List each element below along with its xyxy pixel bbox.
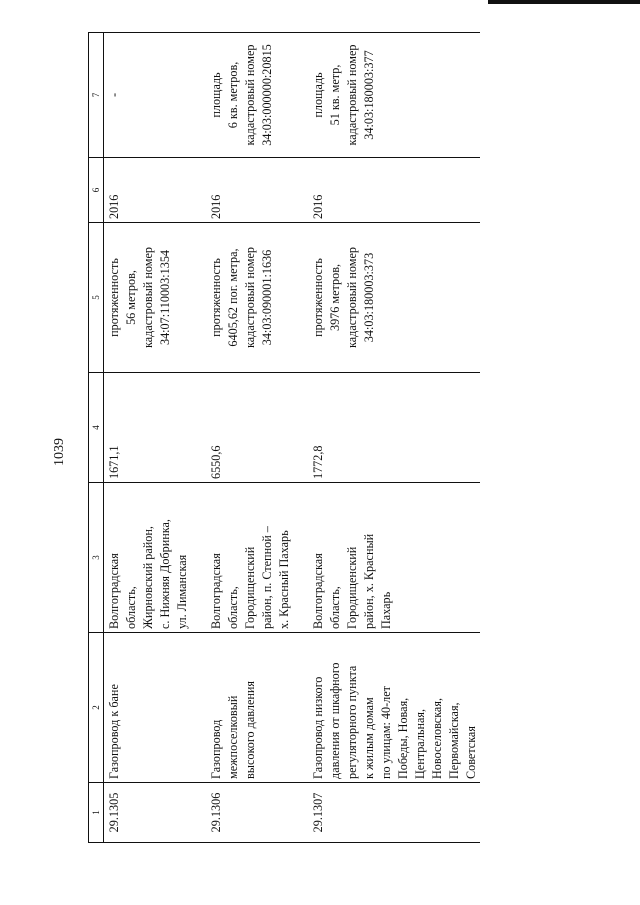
address-line: Пахарь — [379, 591, 393, 629]
header-row — [89, 33, 104, 843]
registry-table — [88, 32, 480, 843]
address-line: район, п. Степной – — [260, 526, 274, 629]
header-col-6: 6 — [89, 158, 104, 223]
characteristics-cell — [104, 223, 207, 373]
land-cell — [104, 33, 207, 158]
land-line: - — [107, 92, 121, 98]
address-line: область, — [328, 586, 342, 629]
object-name-cell — [104, 633, 207, 783]
characteristics-line: протяженность — [107, 258, 121, 337]
characteristics-cell — [206, 223, 308, 373]
address-line: х. Красный Пахарь — [277, 530, 291, 629]
value-cell: 1772,8 — [308, 373, 480, 483]
header-col-2: 2 — [89, 633, 104, 783]
address-line: Жирновский район, — [141, 526, 155, 629]
header-col-5: 5 — [89, 223, 104, 373]
land-line: 6 кв. метров, — [226, 61, 240, 129]
object-name-line: Победы, Новая, — [396, 697, 410, 779]
characteristics-line: кадастровый номер — [243, 247, 257, 348]
address-line: Волгоградская — [107, 553, 121, 629]
address-line: область, — [124, 586, 138, 629]
address-line: область, — [226, 586, 240, 629]
object-name-line: Советская — [464, 726, 478, 779]
characteristics-line: кадастровый номер — [141, 247, 155, 348]
year-cell: 2016 — [206, 158, 308, 223]
address-cell — [104, 483, 207, 633]
land-line: площадь — [209, 72, 223, 118]
scan-edge-mark — [488, 0, 640, 4]
header-col-3: 3 — [89, 483, 104, 633]
header-col-4: 4 — [89, 373, 104, 483]
row-id: 29.1305 — [104, 783, 207, 843]
address-line: район, х. Красный — [362, 533, 376, 629]
object-name-line: Новоселовская, — [430, 698, 444, 779]
characteristics-line: 34:03:090001:1636 — [260, 249, 274, 346]
object-name-line: давления от шкафного — [328, 662, 342, 779]
characteristics-line: 6405,62 пог. метра, — [226, 248, 240, 347]
address-line: Волгоградская — [311, 553, 325, 629]
object-name-cell — [308, 633, 480, 783]
land-line: 34:03:000000:20815 — [260, 44, 274, 146]
object-name-line: Газопровод низкого — [311, 676, 325, 779]
characteristics-line: 34:03:180003:373 — [362, 252, 376, 343]
address-line: Городищенский — [345, 546, 359, 629]
table-row — [104, 33, 207, 843]
object-name-line: высокого давления — [243, 680, 257, 779]
land-line: 34:03:180003:377 — [362, 50, 376, 140]
characteristics-cell — [308, 223, 480, 373]
address-line: Городищенский — [243, 546, 257, 629]
characteristics-line: протяженность — [311, 258, 325, 337]
characteristics-line: 3976 метров, — [328, 264, 342, 332]
characteristics-line: 56 метров, — [124, 270, 138, 325]
object-name-line: Газопровод — [209, 719, 223, 779]
table-row — [206, 33, 308, 843]
header-col-7: 7 — [89, 33, 104, 158]
land-line: кадастровый номер — [243, 44, 257, 146]
address-line: с. Нижняя Добринка, — [158, 519, 172, 629]
value-cell: 1671,1 — [104, 373, 207, 483]
value-cell: 6550,6 — [206, 373, 308, 483]
land-cell — [308, 33, 480, 158]
row-id: 29.1306 — [206, 783, 308, 843]
object-name-line: Первомайская, — [447, 702, 461, 779]
header-col-1: 1 — [89, 783, 104, 843]
characteristics-line: кадастровый номер — [345, 247, 359, 348]
address-line: Волгоградская — [209, 553, 223, 629]
object-name-line: Центральная, — [413, 708, 427, 779]
land-line: кадастровый номер — [345, 44, 359, 146]
table-row — [308, 33, 480, 843]
table-header — [89, 33, 104, 843]
object-name-line: по улицам: 40-лет — [379, 686, 393, 779]
land-line: площадь — [311, 72, 325, 118]
table-body — [104, 33, 481, 843]
land-cell — [206, 33, 308, 158]
address-cell — [206, 483, 308, 633]
object-name-cell — [206, 633, 308, 783]
characteristics-line: протяженность — [209, 258, 223, 337]
registry-table-frame — [88, 33, 532, 843]
object-name-line: к жилым домам — [362, 697, 376, 779]
page-number-text: 1039 — [52, 438, 67, 466]
address-cell — [308, 483, 480, 633]
year-cell: 2016 — [308, 158, 480, 223]
characteristics-line: 34:07:110003:1354 — [158, 249, 172, 346]
object-name-line: регуляторного пункта — [345, 665, 359, 779]
object-name-line: межпоселковый — [226, 695, 240, 779]
row-id: 29.1307 — [308, 783, 480, 843]
year-cell: 2016 — [104, 158, 207, 223]
object-name-line: Газопровод к бане — [107, 684, 121, 779]
land-line: 51 кв. метр, — [328, 64, 342, 126]
address-line: ул. Лиманская — [175, 554, 189, 629]
